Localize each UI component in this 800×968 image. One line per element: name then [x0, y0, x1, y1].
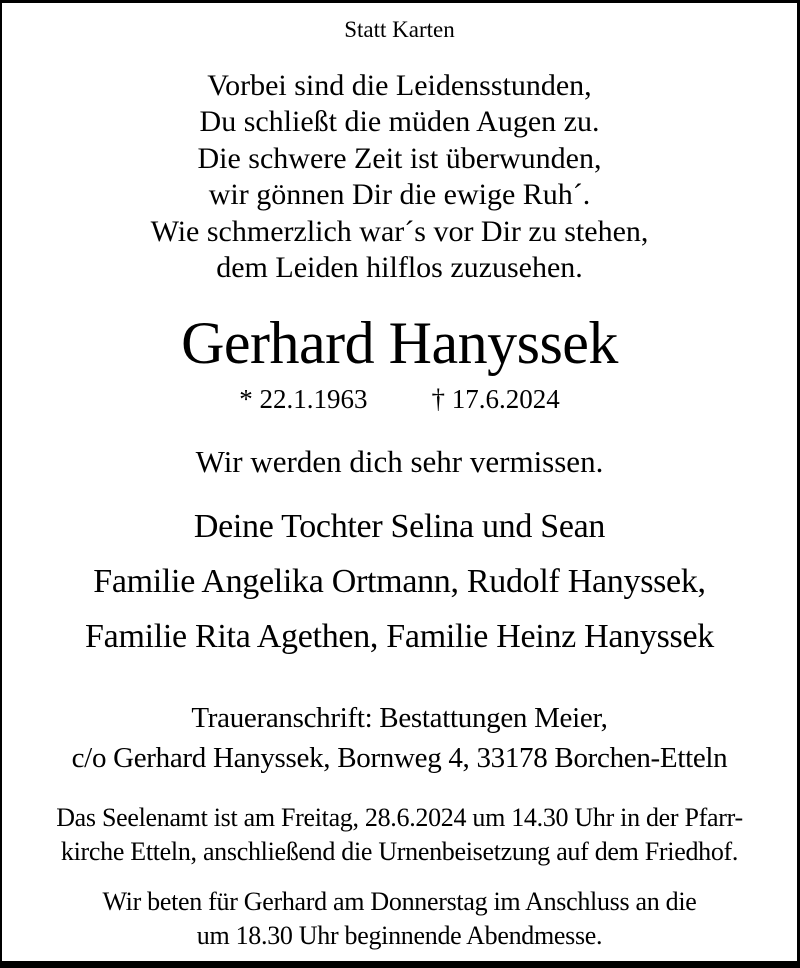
- prayer-info: [2, 885, 797, 953]
- pre-header: Statt Karten: [344, 17, 455, 42]
- poem-line: wir gönnen Dir die ewige Ruh´.: [208, 178, 591, 212]
- poem-line: Du schließt die müden Augen zu.: [199, 105, 600, 139]
- life-dates: [2, 383, 797, 414]
- funeral-service-info: [2, 801, 797, 869]
- poem-line: Die schwere Zeit ist überwunden,: [197, 141, 602, 175]
- prayer-line: um 18.30 Uhr beginnende Abendmesse.: [196, 920, 603, 950]
- service-line: Das Seelenamt ist am Freitag, 28.6.2024 um 14.30 Uhr in der Pfarr-: [56, 802, 743, 832]
- mourners-line: Deine Tochter Selina und Sean: [193, 507, 606, 545]
- address-line: c/o Gerhard Hanyssek, Bornweg 4, 33178 Borchen-Etteln: [71, 741, 728, 774]
- mourners-line: Familie Rita Agethen, Familie Heinz Hanyssek: [85, 617, 714, 655]
- death-date: † 17.6.2024: [431, 383, 560, 414]
- mourners-line: Familie Angelika Ortmann, Rudolf Hanyssek,: [93, 562, 706, 600]
- farewell-line: Wir werden dich sehr vermissen.: [195, 443, 604, 479]
- memorial-poem: [2, 68, 797, 287]
- poem-line: Wie schmerzlich war´s vor Dir zu stehen,: [150, 214, 649, 248]
- birth-date: * 22.1.1963: [239, 383, 368, 414]
- service-line: kirche Etteln, anschließend die Urnenbeisetzung auf dem Friedhof.: [60, 836, 739, 866]
- mourning-address: [2, 698, 797, 778]
- prayer-line: Wir beten für Gerhard am Donnerstag im Anschluss an die: [102, 886, 697, 916]
- poem-line: dem Leiden hilflos zuzusehen.: [216, 251, 583, 285]
- address-line: Traueranschrift: Bestattungen Meier,: [191, 701, 608, 734]
- poem-line: Vorbei sind die Leidensstunden,: [207, 68, 592, 102]
- deceased-name: Gerhard Hanyssek: [181, 309, 618, 376]
- mourners-list: [2, 499, 797, 664]
